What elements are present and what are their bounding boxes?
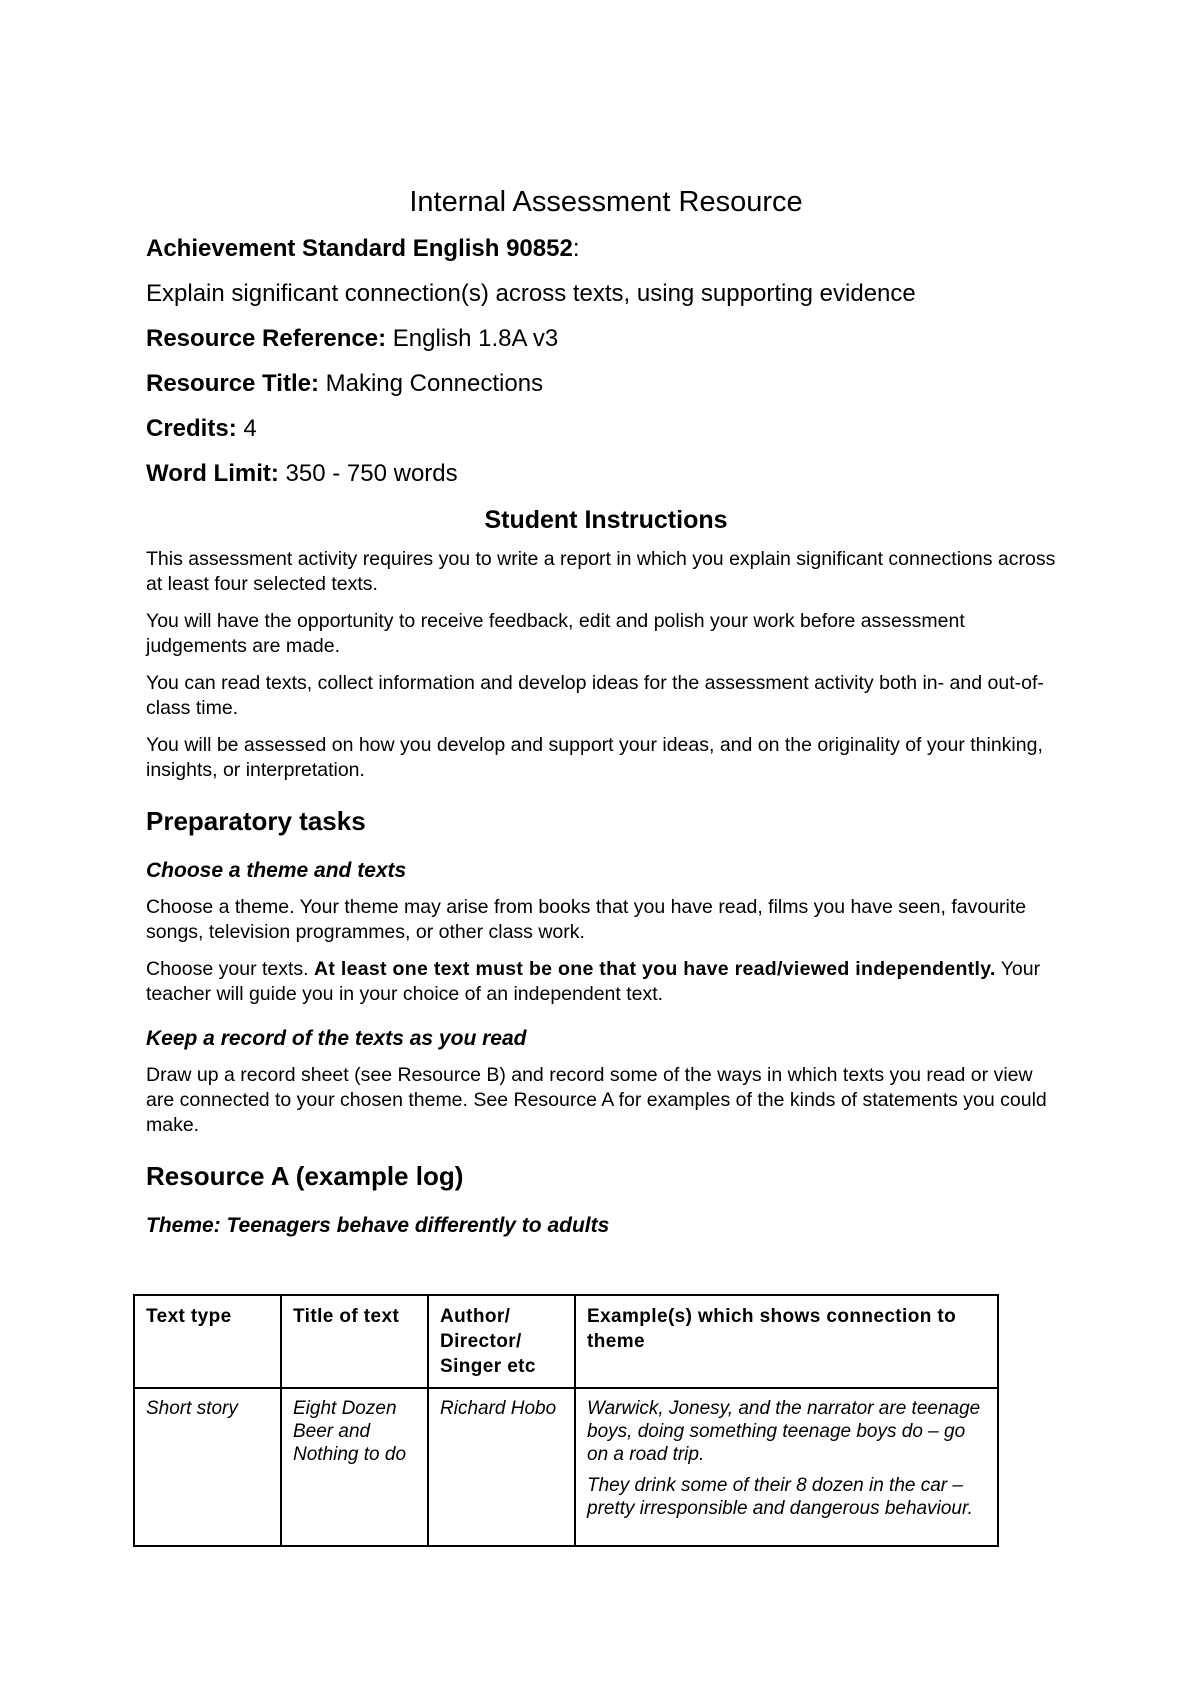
standard-colon: :: [572, 235, 580, 262]
reference-line: [146, 324, 1066, 354]
word-limit-line: [146, 459, 1066, 489]
column-header-author: Author/ Director/ Singer etc: [428, 1295, 575, 1388]
resource-title-label: Resource Title:: [146, 370, 319, 397]
standard-line: [146, 234, 1066, 264]
resource-title-value: Making Connections: [318, 370, 544, 397]
table-row: [134, 1388, 998, 1546]
table-header-row: [134, 1295, 998, 1388]
credits-value: 4: [236, 415, 257, 442]
choose-texts-start: Choose your texts.: [146, 958, 314, 980]
instruction-paragraph: You will be assessed on how you develop and support your ideas, and on the originality of your thinking, insights, or interpretation.: [146, 734, 1043, 781]
document-title: Internal Assessment Resource: [409, 186, 803, 218]
cell-author: Richard Hobo: [428, 1388, 575, 1546]
reference-value: English 1.8A v3: [386, 325, 559, 352]
column-header-title: Title of text: [281, 1295, 428, 1388]
reference-label: Resource Reference:: [146, 325, 387, 352]
choose-theme-subheading: Choose a theme and texts: [146, 859, 407, 882]
standard-description: Explain significant connection(s) across texts, using supporting evidence: [146, 280, 916, 307]
word-limit-value: 350 - 750 words: [278, 460, 458, 487]
preparatory-tasks-heading: Preparatory tasks: [146, 806, 366, 836]
document-page: [146, 178, 1066, 1519]
instruction-paragraph: This assessment activity requires you to write a report in which you explain significant connections across at least four selected texts.: [146, 548, 1056, 595]
choose-texts-end: Your teacher will guide you in your choice of an independent text.: [146, 958, 1041, 1005]
word-limit-label: Word Limit:: [146, 460, 279, 487]
standard-label: Achievement Standard English 90852: [146, 235, 573, 262]
example-log-table: [133, 1294, 999, 1547]
example-text: They drink some of their 8 dozen in the car – pretty irresponsible and dangerous behaviour.: [587, 1475, 973, 1519]
instruction-paragraph: You can read texts, collect information and develop ideas for the assessment activity both in- and out-of-class time.: [146, 672, 1044, 719]
cell-text-type: Short story: [134, 1388, 281, 1546]
column-header-text-type: Text type: [134, 1295, 281, 1388]
resource-title-line: [146, 369, 1066, 399]
record-subheading: Keep a record of the texts as you read: [146, 1027, 527, 1050]
credits-label: Credits:: [146, 415, 237, 442]
instruction-paragraph: You will have the opportunity to receive feedback, edit and polish your work before assessment judgements are made.: [146, 610, 965, 657]
resource-a-heading: Resource A (example log): [146, 1161, 464, 1191]
cell-examples: [575, 1388, 998, 1546]
credits-line: [146, 414, 1066, 444]
column-header-examples: Example(s) which shows connection to theme: [575, 1295, 998, 1388]
resource-a-theme: Theme: Teenagers behave differently to adults: [146, 1214, 610, 1237]
example-text: Warwick, Jonesy, and the narrator are teenage boys, doing something teenage boys do – go on a road trip.: [587, 1398, 981, 1465]
choose-texts-emphasis: At least one text must be one that you have read/viewed independently.: [314, 958, 996, 980]
student-instructions-heading: Student Instructions: [484, 506, 728, 534]
record-paragraph: Draw up a record sheet (see Resource B) and record some of the ways in which texts you read or view are connected to your chosen theme. See Resource A for examples of the kinds of statements you could make.: [146, 1064, 1047, 1136]
choose-theme-paragraph: Choose a theme. Your theme may arise from books that you have read, films you have seen, favourite songs, television programmes, or other class work.: [146, 896, 1027, 943]
choose-texts-paragraph: [146, 957, 1066, 1007]
cell-title: Eight Dozen Beer and Nothing to do: [281, 1388, 428, 1546]
